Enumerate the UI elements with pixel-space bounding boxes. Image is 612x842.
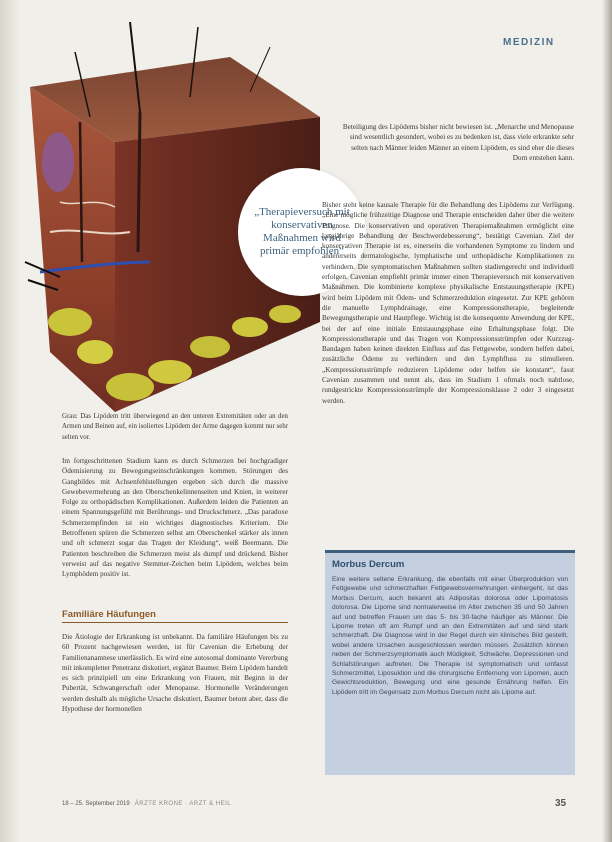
body-paragraph: Beteiligung des Lipödems bisher nicht bewiesen ist. „Menarche und Menopause sind wesentlich gesondert, wobei es zu bedenken ist, dass viele erkrankte sehr selten nach Männer leiden Männer an einem Lipödem, es sind eher die dieses Dorn entstehen kann.: [342, 123, 574, 162]
subheading-rule: [62, 622, 288, 623]
body-paragraph: Die Ätiologie der Erkrankung ist unbekannt. Da familiäre Häufungen bis zu 60 Prozent nachgewiesen werden, ist für Cavenian die Erhebung der Familienanamnese unerlässlich. Es wird eine autosomal dominante Vererbung mit inkompletter Penetranz diskutiert, ergänzt Baumer. Beim Lipödem handelt es sich prinzipiell um eine Erkrankung von Frauen, mit Beginn in der Pubertät, Schwangerschaft oder Menopause. Hormonelle Veränderungen werden deshalb als mögliche Ursache diskutiert, Baumer betont aber, dass die Hypothese der hormonellen: [62, 633, 288, 714]
body-paragraph: Bisher steht keine kausale Therapie für die Behandlung des Lipödems zur Verfügung. „Eine mögliche frühzeitige Diagnose und Therapie entscheiden daher über die weitere Prognose. Die konservativen und operativen Therapiemaßnahmen ermöglicht eine langjährige Behandlung der Beschwerdebesserung“, bestätigt Cavenian. Ziel der konservativen Therapie ist es, einerseits die vorhandenen Symptome zu lindern und andererseits dermatologische, lymphatische und orthopädische Komplikationen zu verhindern. Die symptomatischen Maßnahmen sollten stadiengerecht und individuell erfolgen. Cavenian empfiehlt primär immer einen Therapieversuch mit konservativen Maßnahmen. Die kombinierte komplexe physikalische Entstauungstherapie (KPE) wird beim Lipödem mit Ödem- und Schmerzreduktion eingesetzt. Zur KPE gehören die manuelle Lymphdrainage, eine Kompressionstherapie, begleitende Bewegungstherapie und Hautpflege. Wichtig ist die konsequente Anwendung der KPE, bei der auf eine initiale Entstauungsphase eine Erhaltungsphase folgt. Die Kompressionstherapie und das Tragen von Kompressionsstrümpfen oder Kurzzug-Bandagen haben keinen direkten Einfluss auf das Fettgewebe, sondern helfen dabei, zusätzliche Ödeme zu verhindern und den Lymphfluss zu stimulieren. „Kompressionsstrümpfe reduzieren Lipödeme oder helfen sie konstant“, fasst Cavenian zusammen und nennt als, dass im Stadium 1 oftmals noch nahtlose, rundgestrickte Kompressionsstrümpfe der Kompressionsklasse 2 oder 3 eingesetzt werden.: [322, 201, 574, 405]
page-number: 35: [555, 798, 567, 809]
subheading: Familiäre Häufungen: [62, 609, 156, 620]
page-edge-shadow: [602, 0, 612, 842]
footer-folio: [62, 801, 231, 807]
page-gutter-shadow: [0, 0, 20, 842]
infobox-text: Eine weitere seltene Erkrankung, die ebenfalls mit einer Überproduktion von Fettgewebe und schmerzhaften Fettgewebsvermehrungen einhergeht, ist das Morbus Dercum, auch bekannt als Adipositas dolorosa oder Lipomatosis dolorosa. Die Lipome sind normalerweise im Alter zwischen 35 und 50 Jahren auf und betreffen Frauen um das 5- bis 30-fache häufiger als Männer. Die Lipome treten oft am Rumpf und an den Extremitäten auf und sind stark schmerzhaft. Die Diagnose wird in der Regel durch ein klinisches Bild gestellt, wobei andere Ursachen ausgeschlossen werden müssen. Zusätzlich können neben der Schmerzsymptomatik auch Müdigkeit, Schwäche, Depressionen und Schlafstörungen auftreten. Die Therapie ist symptomatisch und umfasst Schmerzmittel, Liposuktion und die chirurgische Entfernung von Lipomen, auch Gewichtsreduktion, Bewegung und eine gesunde Ernährung helfen. Ein Lipödem tritt im Gegensatz zum Morbus Dercum nicht als Lipome auf.: [332, 576, 568, 696]
section-label: MEDIZIN: [503, 37, 555, 48]
figure-caption: Grau: Das Lipödem tritt überwiegend an den unteren Extremitäten oder an den Armen und Beinen auf, ein isoliertes Lipödem der Arme dagegen kommt nur sehr selten vor.: [62, 413, 288, 441]
infobox: [325, 550, 575, 775]
infobox-title: Morbus Dercum: [332, 559, 405, 570]
body-paragraph: Im fortgeschrittenen Stadium kann es durch Schmerzen bei hochgradiger Ödemisierung zu Bewegungseinschränkungen kommen. Störungen des Gangbildes mit Achsenfehlstellungen ergeben sich durch die massive Gewebevermehrung an den Oberschenkelinnenseiten und Knien, in weiterer Folge zu orthopädischen Komplikationen. Außerdem leiden die Patienten an einem Spannungsgefühl mit Berührungs- und Druckschmerz. „Das paradoxe Schmerzempfinden ist ein wichtiges diagnostisches Kriterium. Die Betroffenen spüren die Schmerzen selbst am Oberschenkel stärker als innen und oft schmerzt sogar das Tragen der Kleidung“, weiß Beermann. Die Patienten beschreiben die Schmerzen meist als dumpf und drückend. Bisher verweist auf das negative Stemmer-Zeichen beim Lipödem, welches beim Lymphödem positiv ist.: [62, 457, 288, 579]
pull-quote-text: „Therapieversuch mit konservativen Maßnahmen wird primär empfohlen“: [254, 206, 350, 257]
issue-date: 18 – 25. September 2019: [62, 801, 130, 807]
magazine-name: ÄRZTE KRONE · ARZT & HEIL: [134, 801, 232, 807]
